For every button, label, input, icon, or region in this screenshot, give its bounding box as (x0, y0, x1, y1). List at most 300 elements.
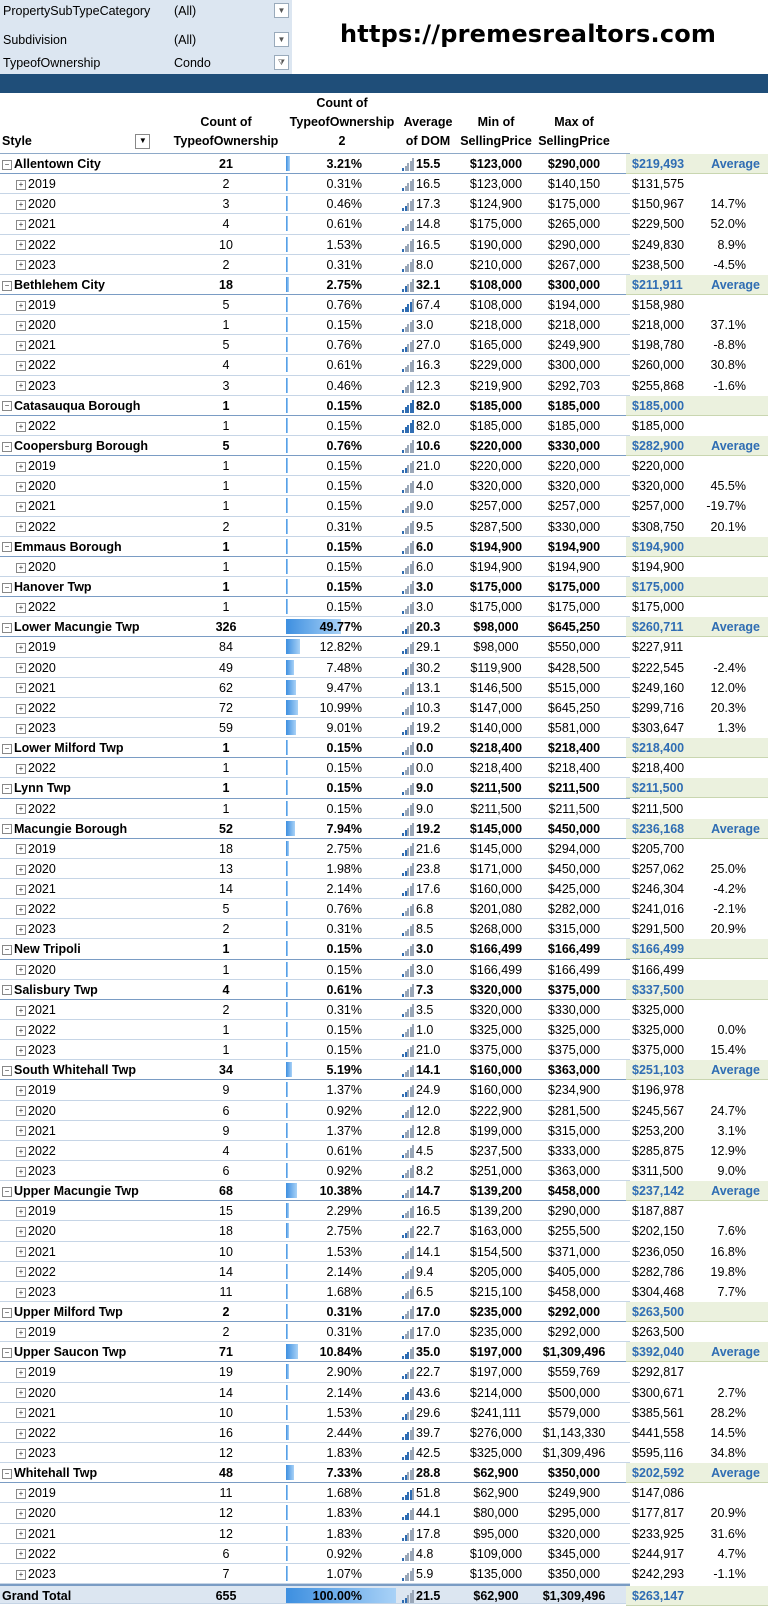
row-label[interactable] (16, 658, 56, 678)
row-label[interactable] (16, 839, 56, 859)
row-label[interactable] (16, 517, 56, 537)
row-label[interactable] (16, 1020, 56, 1040)
style-header[interactable] (2, 132, 150, 151)
expand-icon[interactable]: + (16, 381, 26, 391)
row-label[interactable] (16, 174, 56, 194)
count-cell: 1 (222, 1043, 230, 1058)
row-label[interactable] (2, 738, 123, 758)
row-label-text: Upper Saucon Twp (14, 1345, 127, 1360)
row-label[interactable] (16, 1383, 56, 1403)
pct-value: 1.53% (326, 1244, 362, 1259)
data-bar-icon (402, 722, 415, 735)
row-label-text: 2022 (28, 600, 56, 615)
pct-data-bar (286, 1082, 288, 1097)
row-label-text: Bethlehem City (14, 277, 105, 292)
data-bar-icon (402, 1205, 415, 1218)
average-price: $308,750 (632, 519, 685, 534)
pct-cell (286, 577, 398, 597)
data-bar-icon (402, 923, 415, 936)
expand-icon[interactable]: + (16, 1449, 26, 1459)
max-price-cell: $645,250 (547, 620, 601, 635)
year-change-pct: 24.7% (710, 1103, 746, 1118)
min-price-cell: $124,900 (469, 197, 523, 212)
row-label[interactable] (16, 557, 56, 577)
dom-value: 10.6 (416, 438, 441, 453)
row-label[interactable] (16, 637, 56, 657)
row-label[interactable] (16, 678, 56, 698)
year-average-cell (626, 315, 768, 335)
expand-icon[interactable]: + (16, 563, 26, 573)
dom-cell (400, 718, 456, 738)
row-label-text: 2020 (28, 318, 56, 333)
dom-cell (400, 496, 456, 516)
collapse-icon[interactable]: − (2, 442, 12, 452)
row-label[interactable] (16, 194, 56, 214)
pct-cell (286, 416, 398, 436)
dom-cell (400, 758, 456, 778)
expand-icon[interactable]: + (16, 683, 26, 693)
row-label[interactable] (2, 1060, 136, 1080)
row-label[interactable] (2, 1463, 97, 1483)
expand-icon[interactable]: + (16, 1368, 26, 1378)
data-bar-icon (402, 239, 415, 252)
average-label: Average (711, 1345, 760, 1360)
expand-icon[interactable]: + (16, 965, 26, 975)
pct-cell (286, 376, 398, 396)
data-bar-icon (402, 1366, 415, 1379)
expand-icon[interactable]: + (16, 1288, 26, 1298)
max-price-cell: $1,309,496 (542, 1446, 606, 1460)
count-cell: 3 (222, 378, 230, 393)
expand-icon[interactable]: + (16, 764, 26, 774)
expand-icon[interactable]: + (16, 704, 26, 714)
count-cell: 1 (222, 499, 230, 514)
min-price-cell: $229,000 (469, 358, 523, 373)
expand-icon[interactable]: + (16, 462, 26, 472)
row-label[interactable] (16, 899, 56, 919)
max-price-cell: $350,000 (547, 1466, 601, 1481)
expand-icon[interactable]: + (16, 1267, 26, 1277)
dom-cell (400, 617, 456, 637)
min-price-cell: $175,000 (469, 579, 523, 594)
collapse-icon[interactable]: − (2, 160, 12, 170)
min-price-cell: $197,000 (469, 1365, 523, 1380)
collapse-icon[interactable]: − (2, 281, 12, 291)
row-label[interactable] (16, 1161, 56, 1181)
row-label[interactable] (2, 617, 139, 637)
row-label-text: 2019 (28, 1204, 56, 1219)
collapse-icon[interactable]: − (2, 945, 12, 955)
count-cell: 6 (222, 1164, 230, 1179)
min-price-cell: $185,000 (469, 398, 523, 413)
max-price-cell: $290,000 (547, 237, 601, 252)
row-label-text: 2023 (28, 1566, 56, 1581)
dom-cell (400, 1161, 456, 1181)
row-label[interactable] (2, 939, 81, 959)
collapse-icon[interactable]: − (2, 1348, 12, 1358)
year-row (0, 1503, 746, 1523)
count-cell: 2 (222, 1305, 230, 1320)
report-filter-panel (0, 0, 292, 74)
row-label[interactable] (16, 456, 56, 476)
pct-value: 10.38% (319, 1184, 362, 1199)
expand-icon[interactable]: + (16, 361, 26, 371)
dom-cell (400, 537, 456, 557)
expand-icon[interactable]: + (16, 643, 26, 653)
row-label[interactable] (16, 698, 56, 718)
year-row (0, 235, 746, 255)
expand-icon[interactable]: + (16, 180, 26, 190)
expand-icon[interactable]: + (16, 1529, 26, 1539)
count-cell: 34 (219, 1063, 233, 1078)
average-price: $205,700 (632, 841, 685, 856)
collapse-icon[interactable]: − (2, 1308, 12, 1318)
row-label[interactable] (16, 1101, 56, 1121)
expand-icon[interactable]: + (16, 1207, 26, 1217)
row-label-text: 2020 (28, 1103, 56, 1118)
pct-cell (286, 1141, 398, 1161)
expand-icon[interactable]: + (16, 1147, 26, 1157)
row-label[interactable] (16, 1403, 56, 1423)
pct-header-line1: Count of (316, 96, 368, 110)
pct-header-line3: 2 (338, 134, 346, 148)
expand-icon[interactable]: + (16, 200, 26, 210)
pct-cell (286, 839, 398, 859)
data-bar-icon (402, 1286, 415, 1299)
collapse-icon[interactable]: − (2, 744, 12, 754)
pct-cell (286, 1463, 398, 1483)
collapse-icon[interactable]: − (2, 1469, 12, 1479)
expand-icon[interactable]: + (16, 522, 26, 532)
expand-icon[interactable]: + (16, 1570, 26, 1580)
expand-icon[interactable]: + (16, 865, 26, 875)
grand-total-label[interactable] (2, 1586, 71, 1606)
row-label[interactable] (16, 496, 56, 516)
row-label-text: 2022 (28, 1546, 56, 1561)
count-cell: 15 (219, 1204, 233, 1219)
dom-value: 6.0 (416, 539, 434, 554)
year-average-cell (626, 839, 768, 859)
row-label[interactable] (2, 577, 92, 597)
row-label[interactable] (16, 960, 56, 980)
dom-cell (400, 174, 456, 194)
row-label-text: Upper Macungie Twp (14, 1184, 139, 1199)
row-label[interactable] (16, 1000, 56, 1020)
expand-icon[interactable]: + (16, 482, 26, 492)
row-label[interactable] (16, 1443, 56, 1463)
row-label[interactable] (16, 919, 56, 939)
pct-data-bar (286, 1042, 288, 1057)
dom-cell (400, 939, 456, 959)
row-label[interactable] (16, 376, 56, 396)
expand-icon[interactable]: + (16, 925, 26, 935)
pct-value: 10.99% (319, 700, 362, 715)
row-label[interactable] (16, 1201, 56, 1221)
expand-icon[interactable]: + (16, 1408, 26, 1418)
min-price-cell: $194,900 (469, 559, 523, 574)
min-price-cell: $235,000 (469, 1325, 523, 1340)
pct-data-bar (286, 1445, 288, 1460)
dom-cell (400, 1141, 456, 1161)
row-label[interactable] (16, 235, 56, 255)
max-price-cell: $267,000 (547, 257, 601, 272)
max-header-line1: Max of (554, 115, 594, 129)
pct-value: 0.15% (326, 479, 362, 494)
dom-value: 21.0 (416, 1043, 441, 1058)
year-average-cell (626, 456, 768, 476)
max-price-cell: $194,000 (547, 297, 601, 312)
row-label-text: 2019 (28, 1083, 56, 1098)
row-label-text: 2019 (28, 1486, 56, 1501)
expand-icon[interactable]: + (16, 905, 26, 915)
min-price-cell: $123,000 (469, 157, 523, 171)
row-label[interactable] (16, 335, 56, 355)
expand-icon[interactable]: + (16, 1026, 26, 1036)
row-label[interactable] (16, 1040, 56, 1060)
dom-cell (400, 355, 456, 375)
dom-value: 4.8 (416, 1546, 434, 1561)
row-label[interactable] (16, 1423, 56, 1443)
dropdown-icon[interactable]: ▼ (274, 3, 289, 18)
row-label[interactable] (2, 436, 148, 456)
collapse-icon[interactable]: − (2, 542, 12, 552)
expand-icon[interactable]: + (16, 1167, 26, 1177)
expand-icon[interactable]: + (16, 724, 26, 734)
count-cell: 1 (222, 1023, 230, 1038)
pct-data-bar (286, 861, 288, 876)
dom-cell (400, 275, 456, 295)
row-label[interactable] (16, 799, 56, 819)
count-cell: 12 (219, 1446, 233, 1460)
expand-icon[interactable]: + (16, 321, 26, 331)
min-price-cell: $160,000 (469, 882, 523, 897)
dom-cell (400, 879, 456, 899)
expand-icon[interactable]: + (16, 422, 26, 432)
max-price-cell: $218,000 (547, 318, 601, 333)
pct-cell (286, 1524, 398, 1544)
dom-cell (400, 1242, 456, 1262)
expand-icon[interactable]: + (16, 1126, 26, 1136)
pivot-table (0, 93, 760, 1613)
collapse-icon[interactable]: − (2, 1187, 12, 1197)
pct-value: 0.15% (326, 398, 362, 413)
year-average-cell (626, 799, 768, 819)
expand-icon[interactable]: + (16, 804, 26, 814)
average-price: $257,000 (632, 499, 685, 514)
filter-icon[interactable]: ⧩ (274, 55, 289, 70)
pct-value: 0.76% (326, 297, 362, 312)
expand-icon[interactable]: + (16, 1388, 26, 1398)
pct-cell (286, 879, 398, 899)
row-label[interactable] (16, 859, 56, 879)
expand-icon[interactable]: + (16, 1489, 26, 1499)
row-label-text: 2023 (28, 720, 56, 735)
pct-value: 0.61% (326, 358, 362, 373)
year-average-cell (626, 1524, 768, 1544)
expand-icon[interactable]: + (16, 220, 26, 230)
data-bar-icon (402, 440, 415, 453)
expand-icon[interactable]: + (16, 1046, 26, 1056)
dom-value: 17.8 (416, 1526, 441, 1541)
row-label[interactable] (16, 758, 56, 778)
count-cell: 2 (222, 1002, 230, 1017)
row-label[interactable] (16, 1221, 56, 1241)
dom-value: 35.0 (416, 1345, 441, 1360)
min-price-cell: $119,900 (470, 660, 522, 675)
row-label[interactable] (16, 214, 56, 234)
expand-icon[interactable]: + (16, 663, 26, 673)
expand-icon[interactable]: + (16, 844, 26, 854)
row-label[interactable] (16, 1242, 56, 1262)
year-row (0, 214, 746, 234)
max-price-cell: $185,000 (547, 398, 601, 413)
row-label[interactable] (16, 355, 56, 375)
row-label[interactable] (16, 597, 56, 617)
min-price-cell: $109,000 (469, 1546, 523, 1561)
expand-icon[interactable]: + (16, 301, 26, 311)
dom-value: 7.3 (416, 982, 434, 997)
dom-value: 20.3 (416, 620, 441, 635)
expand-icon[interactable]: + (16, 1509, 26, 1519)
max-price-cell: $581,000 (547, 720, 601, 735)
average-price: $246,304 (632, 882, 685, 897)
row-label[interactable] (16, 1524, 56, 1544)
year-change-pct: 37.1% (710, 318, 746, 333)
row-label[interactable] (16, 315, 56, 335)
row-label[interactable] (16, 295, 56, 315)
filter-dropdown-icon[interactable]: ▼ (135, 134, 150, 149)
group-average-cell (626, 436, 768, 456)
row-label[interactable] (16, 1282, 56, 1302)
row-label-text: 2021 (28, 217, 56, 232)
collapse-icon[interactable]: − (2, 1066, 12, 1076)
row-label[interactable] (16, 718, 56, 738)
expand-icon[interactable]: + (16, 885, 26, 895)
row-label[interactable] (16, 1080, 56, 1100)
pct-data-bar (286, 539, 288, 554)
pct-cell (286, 1262, 398, 1282)
expand-icon[interactable]: + (16, 603, 26, 613)
row-label[interactable] (16, 879, 56, 899)
dom-cell (400, 1101, 456, 1121)
pct-data-bar (286, 257, 288, 272)
expand-icon[interactable]: + (16, 260, 26, 270)
row-label[interactable] (16, 255, 56, 275)
dom-cell (400, 1302, 456, 1322)
expand-icon[interactable]: + (16, 1549, 26, 1559)
pct-value: 2.75% (326, 841, 362, 856)
row-label[interactable] (16, 1483, 56, 1503)
row-label[interactable] (16, 1322, 56, 1342)
row-label[interactable] (2, 980, 98, 1000)
pct-value: 0.15% (326, 539, 362, 554)
collapse-icon[interactable]: − (2, 623, 12, 633)
row-label[interactable] (16, 416, 56, 436)
data-bar-icon (402, 1548, 415, 1561)
pct-value: 0.15% (326, 801, 362, 816)
row-label[interactable] (2, 154, 101, 174)
collapse-icon[interactable]: − (2, 784, 12, 794)
expand-icon[interactable]: + (16, 1247, 26, 1257)
data-bar-icon (402, 1125, 415, 1138)
row-label[interactable] (2, 396, 140, 416)
count-cell: 13 (219, 861, 233, 876)
expand-icon[interactable]: + (16, 1006, 26, 1016)
expand-icon[interactable]: + (16, 1328, 26, 1338)
min-price-cell: $210,000 (469, 257, 523, 272)
count-cell: 49 (219, 660, 233, 675)
pct-data-bar (286, 700, 298, 715)
dropdown-icon[interactable]: ▼ (274, 32, 289, 47)
count-cell: 655 (215, 1588, 237, 1603)
min-price-cell: $220,000 (469, 438, 523, 453)
pct-data-bar (286, 579, 288, 594)
max-price-cell: $290,000 (547, 1204, 601, 1219)
pct-data-bar (286, 156, 290, 171)
expand-icon[interactable]: + (16, 240, 26, 250)
row-label-text: 2019 (28, 177, 56, 192)
average-price: $263,147 (632, 1588, 685, 1603)
row-label[interactable] (2, 1342, 126, 1362)
pct-cell (286, 517, 398, 537)
collapse-icon[interactable]: − (2, 401, 12, 411)
row-label[interactable] (16, 1262, 56, 1282)
expand-icon[interactable]: + (16, 1086, 26, 1096)
count-cell: 6 (222, 1103, 230, 1118)
year-change-pct: -19.7% (706, 499, 746, 514)
dom-value: 16.5 (416, 1204, 441, 1219)
row-label[interactable] (16, 476, 56, 496)
expand-icon[interactable]: + (16, 1227, 26, 1237)
row-label[interactable] (2, 537, 122, 557)
expand-icon[interactable]: + (16, 1429, 26, 1439)
row-label[interactable] (2, 1302, 123, 1322)
year-row (0, 678, 746, 698)
row-label[interactable] (16, 1564, 56, 1584)
expand-icon[interactable]: + (16, 502, 26, 512)
year-average-cell (626, 1423, 768, 1443)
expand-icon[interactable]: + (16, 341, 26, 351)
group-average-cell (626, 1181, 768, 1201)
pct-value: 1.37% (326, 1123, 362, 1138)
collapse-icon[interactable]: − (2, 985, 12, 995)
row-label[interactable] (16, 1544, 56, 1564)
pct-data-bar (286, 1425, 289, 1440)
data-bar-icon (402, 943, 415, 956)
dom-value: 23.8 (416, 861, 441, 876)
row-label[interactable] (16, 1362, 56, 1382)
row-label-text: 2022 (28, 1023, 56, 1038)
expand-icon[interactable]: + (16, 1106, 26, 1116)
row-label[interactable] (2, 1181, 139, 1201)
row-label[interactable] (16, 1503, 56, 1523)
row-label[interactable] (2, 275, 105, 295)
row-label[interactable] (2, 778, 71, 798)
pct-cell (286, 1564, 398, 1584)
collapse-icon[interactable]: − (2, 824, 12, 834)
row-label[interactable] (16, 1121, 56, 1141)
year-average-cell (626, 1000, 768, 1020)
row-label[interactable] (2, 819, 127, 839)
dom-value: 9.5 (416, 519, 434, 534)
year-row (0, 416, 685, 436)
max-price-cell: $315,000 (547, 922, 601, 937)
row-label-text: 2023 (28, 1164, 56, 1179)
count-cell: 6 (222, 1546, 230, 1561)
row-label[interactable] (16, 1141, 56, 1161)
group-row (0, 778, 684, 798)
collapse-icon[interactable]: − (2, 583, 12, 593)
